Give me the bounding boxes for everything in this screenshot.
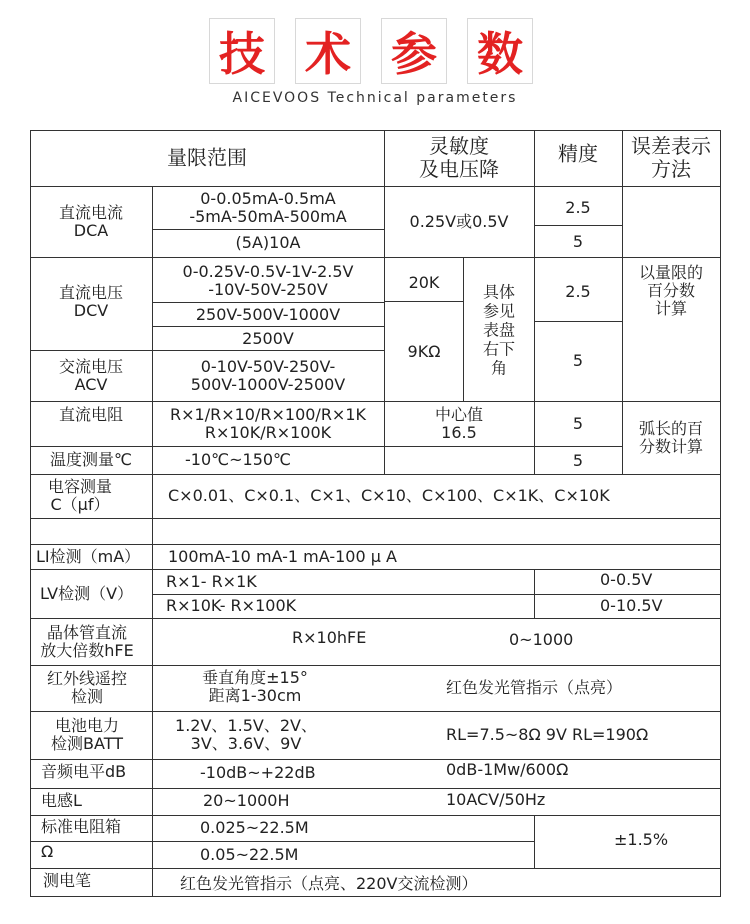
db-value: 0dB-1Mw/600Ω [446,760,569,779]
dca-range-1: 0-0.05mA-0.5mA -5mA-50mA-500mA [189,189,347,226]
header-accuracy: 精度 [558,141,598,166]
title-char-3: 参 [381,18,447,84]
batt-label: 电池电力 检测BATT [51,716,123,753]
temperature-range: -10℃~150℃ [185,450,292,469]
batt-range: 1.2V、1.5V、2V、 3V、3.6V、9V [175,716,317,753]
dca-sensitivity: 0.25V或0.5V [409,212,509,231]
ir-range: 垂直角度±15° 距离1-30cm [202,668,308,705]
pen-value: 红色发光管指示（点亮、220V交流检测） [180,874,478,893]
arc-length-error-note: 弧长的百 分数计算 [638,419,704,456]
lv-value-2: 0-10.5V [600,596,663,615]
li-range: 100mA-10 mA-1 mA-100 μ A [168,547,397,566]
lv-label: LV检测（V） [40,584,134,603]
lv-range-2: R×10K- R×100K [166,596,297,615]
acv-range: 0-10V-50V-250V- 500V-1000V-2500V [190,357,346,394]
dca-label: 直流电流 DCA [58,203,124,240]
dcv-sensitivity-2: 9KΩ [407,342,441,361]
header-sensitivity: 灵敏度 及电压降 [419,134,499,181]
resistance-center-value: 中心值 16.5 [434,405,484,442]
title-char-2: 术 [295,18,361,84]
ir-label: 红外线遥控 检测 [46,669,128,706]
hfe-value: 0~1000 [509,630,574,649]
dca-range-2: (5A)10A [235,233,301,252]
temperature-label: 温度测量℃ [50,450,132,469]
lv-value-1: 0-0.5V [600,570,653,589]
std-res-ohm-label: Ω [41,842,54,861]
db-range: -10dB~+22dB [200,763,316,782]
dca-accuracy-1: 2.5 [565,198,591,217]
std-res-label: 标准电阻箱 [41,817,122,836]
dcv-see-dial-note: 具体 参见 表盘 右下 角 [482,282,516,378]
resistance-range: R×1/R×10/R×100/R×1K R×10K/R×100K [169,405,367,442]
dcv-range-1: 0-0.25V-0.5V-1V-2.5V -10V-50V-250V [182,262,354,299]
dcv-sensitivity-1: 20K [408,273,440,292]
capacitance-label: 电容测量 C（μf） [47,477,113,514]
title-char-4: 数 [467,18,533,84]
title-char-1: 技 [209,18,275,84]
std-res-accuracy: ±1.5% [614,830,669,849]
temperature-accuracy: 5 [572,451,584,470]
page-subtitle: AICEVOOS Technical parameters [232,90,518,106]
header-range: 量限范围 [167,145,247,170]
resistance-accuracy: 5 [572,414,584,433]
error-percentage-note: 以量限的 百分数 计算 [638,263,704,318]
dcv-label: 直流电压 DCV [58,283,124,320]
db-label: 音频电平dB [41,762,127,781]
dca-accuracy-2: 5 [572,232,584,251]
hfe-range: R×10hFE [292,628,367,647]
dcv-range-2: 250V-500V-1000V [195,305,341,324]
inductance-value: 10ACV/50Hz [446,790,546,809]
hfe-label: 晶体管直流 放大倍数hFE [40,623,134,660]
capacitance-range: C×0.01、C×0.1、C×1、C×10、C×100、C×1K、C×10K [168,486,610,505]
li-label: LI检测（mA） [36,547,141,566]
std-res-range-2: 0.05~22.5M [200,845,299,864]
pen-label: 测电笔 [43,871,92,890]
dcv-range-3: 2500V [242,329,294,348]
inductance-label: 电感L [41,791,82,810]
ir-value: 红色发光管指示（点亮） [446,678,623,697]
batt-value: RL=7.5~8Ω 9V RL=190Ω [446,725,649,744]
dcv-accuracy-2: 5 [572,351,584,370]
resistance-label: 直流电阻 [58,405,124,424]
lv-range-1: R×1- R×1K [166,572,257,591]
header-error-method: 误差表示 方法 [631,134,711,181]
acv-label: 交流电压 ACV [58,357,124,394]
dcv-accuracy-1: 2.5 [565,282,591,301]
std-res-range-1: 0.025~22.5M [200,818,309,837]
inductance-range: 20~1000H [203,791,290,810]
